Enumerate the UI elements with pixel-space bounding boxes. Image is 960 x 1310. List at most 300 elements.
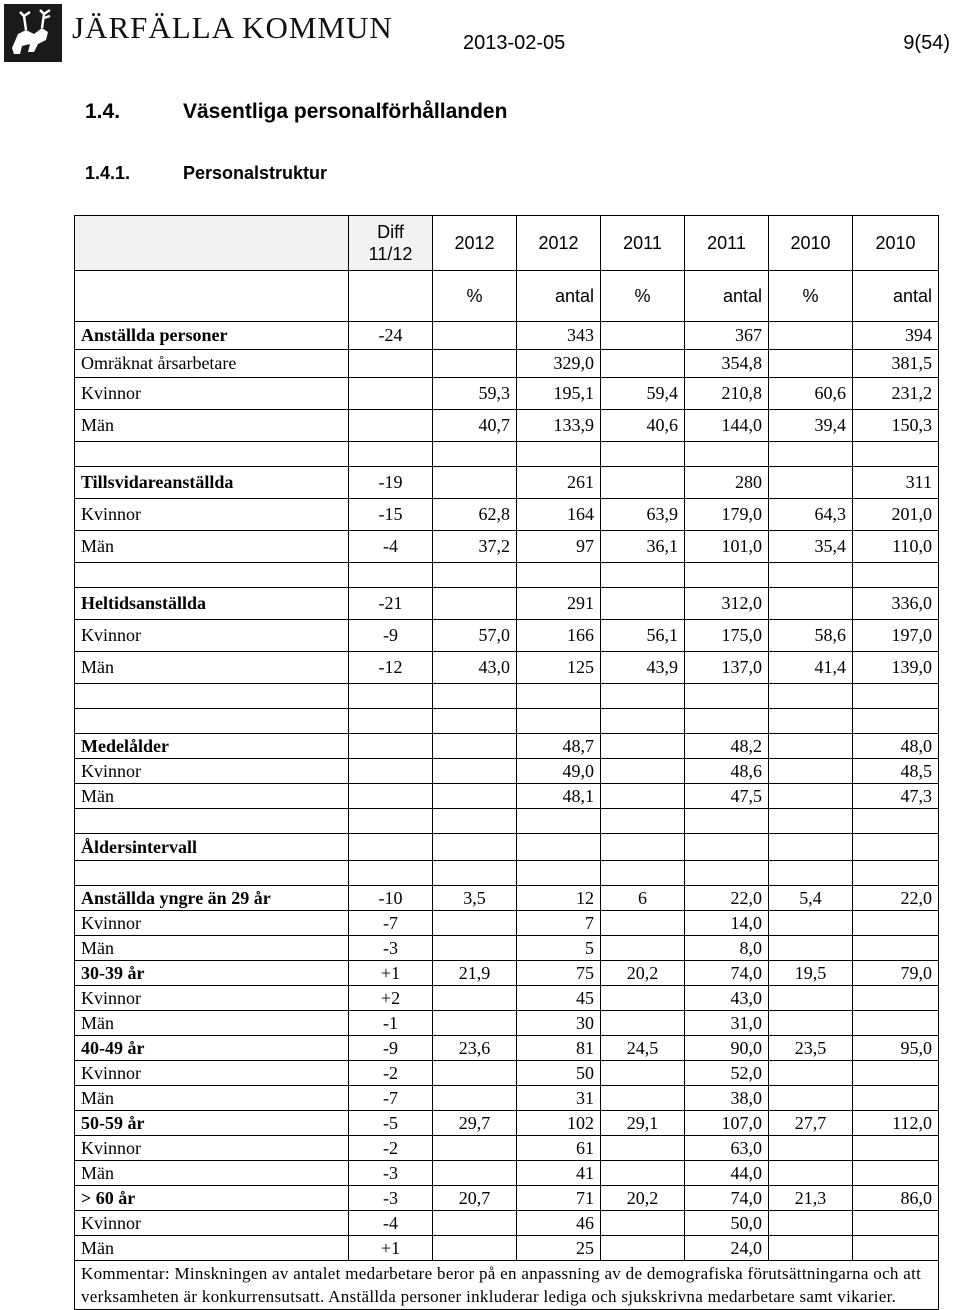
data-cell: 41,4 — [769, 652, 853, 684]
data-cell: 107,0 — [685, 1111, 769, 1136]
data-cell: 86,0 — [853, 1186, 939, 1211]
table-row — [75, 1011, 939, 1036]
table-row — [75, 322, 939, 350]
data-cell — [433, 1161, 517, 1186]
table-row — [75, 350, 939, 378]
table-comment: Kommentar: Minskningen av antalet medarbetare beror på en anpassning av de demografiska förutsättningarna och att verksamheten är konkurrensutsatt. Anställda personer inkluderar lediga och sjukskrivna medarbetare samt vikarier. — [75, 1261, 939, 1310]
data-cell — [433, 936, 517, 961]
data-cell — [601, 759, 685, 784]
header-row-years — [75, 216, 939, 271]
table-row — [75, 1211, 939, 1236]
empty-cell — [517, 442, 601, 467]
data-cell — [349, 834, 433, 861]
empty-cell — [75, 684, 349, 709]
data-cell — [349, 350, 433, 378]
data-cell: 231,2 — [853, 378, 939, 410]
data-cell: 63,0 — [685, 1136, 769, 1161]
section-heading — [85, 100, 507, 124]
data-cell: 22,0 — [853, 886, 939, 911]
data-cell — [769, 936, 853, 961]
data-cell — [433, 322, 517, 350]
table-row — [75, 1136, 939, 1161]
table-row — [75, 1161, 939, 1186]
empty-cell — [769, 563, 853, 588]
empty-cell — [769, 709, 853, 734]
row-label: Män — [75, 410, 349, 442]
header-unit: % — [769, 271, 853, 322]
spacer-row — [75, 563, 939, 588]
data-cell: 125 — [517, 652, 601, 684]
data-cell: 50 — [517, 1061, 601, 1086]
row-label: Kvinnor — [75, 911, 349, 936]
data-cell: 5 — [517, 936, 601, 961]
data-cell: 175,0 — [685, 620, 769, 652]
data-cell — [601, 1086, 685, 1111]
data-cell — [769, 784, 853, 809]
data-cell — [769, 911, 853, 936]
empty-cell — [685, 563, 769, 588]
row-label: 40-49 år — [75, 1036, 349, 1061]
data-cell — [349, 378, 433, 410]
data-cell: 97 — [517, 531, 601, 563]
header-year: 2010 — [853, 216, 939, 271]
data-cell — [853, 936, 939, 961]
data-cell: 63,9 — [601, 499, 685, 531]
data-cell — [601, 911, 685, 936]
data-cell — [601, 350, 685, 378]
data-cell: 101,0 — [685, 531, 769, 563]
header-corner-cell — [75, 216, 349, 271]
data-cell: 12 — [517, 886, 601, 911]
row-label: Kvinnor — [75, 499, 349, 531]
empty-cell — [853, 709, 939, 734]
empty-cell — [601, 442, 685, 467]
data-cell: 210,8 — [685, 378, 769, 410]
empty-cell — [433, 809, 517, 834]
data-cell: 312,0 — [685, 588, 769, 620]
empty-cell — [853, 442, 939, 467]
data-cell: -7 — [349, 911, 433, 936]
row-label: Kvinnor — [75, 1061, 349, 1086]
data-cell — [601, 936, 685, 961]
data-cell — [433, 588, 517, 620]
data-cell: 60,6 — [769, 378, 853, 410]
data-cell: 179,0 — [685, 499, 769, 531]
header-year: 2011 — [685, 216, 769, 271]
data-cell — [601, 1236, 685, 1261]
data-cell: 36,1 — [601, 531, 685, 563]
empty-cell — [517, 709, 601, 734]
data-cell — [769, 986, 853, 1011]
data-cell: -12 — [349, 652, 433, 684]
data-cell: -19 — [349, 467, 433, 499]
header-unit: antal — [685, 271, 769, 322]
empty-cell — [769, 442, 853, 467]
data-cell: 41 — [517, 1161, 601, 1186]
row-label: Män — [75, 1236, 349, 1261]
empty-cell — [769, 861, 853, 886]
data-cell — [769, 467, 853, 499]
header-year: 2012 — [433, 216, 517, 271]
data-cell: -9 — [349, 620, 433, 652]
data-cell: 164 — [517, 499, 601, 531]
data-cell: 20,2 — [601, 1186, 685, 1211]
data-cell: 166 — [517, 620, 601, 652]
data-cell — [853, 834, 939, 861]
table-row — [75, 986, 939, 1011]
table-row — [75, 652, 939, 684]
data-cell: 20,2 — [601, 961, 685, 986]
data-cell: 48,5 — [853, 759, 939, 784]
data-cell — [853, 1011, 939, 1036]
data-cell: 329,0 — [517, 350, 601, 378]
row-label: Heltidsanställda — [75, 588, 349, 620]
data-cell — [853, 1211, 939, 1236]
document-date: 2013-02-05 — [463, 32, 566, 54]
data-cell — [433, 734, 517, 759]
empty-cell — [75, 709, 349, 734]
header-year: 2012 — [517, 216, 601, 271]
row-label: Kvinnor — [75, 620, 349, 652]
data-cell: -2 — [349, 1061, 433, 1086]
data-cell — [769, 588, 853, 620]
data-cell: -4 — [349, 1211, 433, 1236]
empty-cell — [75, 442, 349, 467]
table-row — [75, 467, 939, 499]
page-number: 9(54) — [903, 32, 950, 54]
data-cell: -3 — [349, 1161, 433, 1186]
data-cell: 64,3 — [769, 499, 853, 531]
data-cell: 21,3 — [769, 1186, 853, 1211]
data-cell: -1 — [349, 1011, 433, 1036]
data-cell — [433, 986, 517, 1011]
data-cell — [853, 1236, 939, 1261]
data-cell: 201,0 — [853, 499, 939, 531]
empty-cell — [685, 861, 769, 886]
data-cell: 195,1 — [517, 378, 601, 410]
data-cell: 21,9 — [433, 961, 517, 986]
data-cell — [769, 834, 853, 861]
data-cell: 49,0 — [517, 759, 601, 784]
page-header — [0, 0, 960, 70]
data-cell — [853, 1061, 939, 1086]
row-label: 50-59 år — [75, 1111, 349, 1136]
data-cell — [853, 1086, 939, 1111]
data-cell — [769, 1236, 853, 1261]
empty-cell — [769, 684, 853, 709]
data-cell: 30 — [517, 1011, 601, 1036]
table-row — [75, 936, 939, 961]
table-row — [75, 784, 939, 809]
data-cell — [601, 467, 685, 499]
data-cell — [601, 1161, 685, 1186]
header-unit: % — [601, 271, 685, 322]
empty-cell — [685, 809, 769, 834]
data-cell: 56,1 — [601, 620, 685, 652]
data-cell: -24 — [349, 322, 433, 350]
row-label: Anställda yngre än 29 år — [75, 886, 349, 911]
data-cell: -3 — [349, 936, 433, 961]
data-cell: 37,2 — [433, 531, 517, 563]
data-cell — [769, 1011, 853, 1036]
data-cell: +1 — [349, 1236, 433, 1261]
data-cell: 20,7 — [433, 1186, 517, 1211]
data-cell: 29,7 — [433, 1111, 517, 1136]
data-cell: 48,1 — [517, 784, 601, 809]
data-cell — [601, 784, 685, 809]
spacer-row — [75, 861, 939, 886]
data-cell: 280 — [685, 467, 769, 499]
empty-cell — [601, 809, 685, 834]
row-label: Kvinnor — [75, 378, 349, 410]
jarfalla-coat-of-arms-icon — [4, 4, 62, 62]
data-cell: 197,0 — [853, 620, 939, 652]
data-cell: 110,0 — [853, 531, 939, 563]
data-cell: 5,4 — [769, 886, 853, 911]
data-cell — [601, 1136, 685, 1161]
data-cell: 14,0 — [685, 911, 769, 936]
empty-cell — [433, 563, 517, 588]
data-cell: 43,0 — [433, 652, 517, 684]
data-cell — [769, 350, 853, 378]
empty-cell — [853, 684, 939, 709]
data-cell — [433, 350, 517, 378]
data-cell: 61 — [517, 1136, 601, 1161]
data-cell: 7 — [517, 911, 601, 936]
data-cell — [433, 1061, 517, 1086]
section-title: Väsentliga personalförhållanden — [183, 100, 508, 123]
data-cell — [769, 322, 853, 350]
data-cell — [769, 1086, 853, 1111]
data-cell — [853, 986, 939, 1011]
empty-cell — [75, 861, 349, 886]
data-cell — [601, 734, 685, 759]
empty-cell — [685, 684, 769, 709]
section-number: 1.4. — [85, 100, 121, 123]
data-cell: -4 — [349, 531, 433, 563]
data-cell: 46 — [517, 1211, 601, 1236]
row-label: Kvinnor — [75, 986, 349, 1011]
data-cell: 40,7 — [433, 410, 517, 442]
data-cell: 48,6 — [685, 759, 769, 784]
data-cell: 48,0 — [853, 734, 939, 759]
table-row — [75, 620, 939, 652]
empty-cell — [349, 709, 433, 734]
data-cell: 50,0 — [685, 1211, 769, 1236]
data-cell — [433, 1136, 517, 1161]
data-cell — [433, 759, 517, 784]
data-cell — [433, 1236, 517, 1261]
data-cell: 139,0 — [853, 652, 939, 684]
data-cell: 29,1 — [601, 1111, 685, 1136]
empty-cell — [517, 861, 601, 886]
data-cell: 48,7 — [517, 734, 601, 759]
row-label: Män — [75, 652, 349, 684]
data-cell — [349, 410, 433, 442]
data-cell: 52,0 — [685, 1061, 769, 1086]
row-label: Män — [75, 1011, 349, 1036]
data-cell: 133,9 — [517, 410, 601, 442]
row-label: Tillsvidareanställda — [75, 467, 349, 499]
row-label: Omräknat årsarbetare — [75, 350, 349, 378]
data-cell: 27,7 — [769, 1111, 853, 1136]
table-row — [75, 834, 939, 861]
table-row — [75, 410, 939, 442]
row-label: Kvinnor — [75, 759, 349, 784]
data-cell: 74,0 — [685, 1186, 769, 1211]
data-cell: +2 — [349, 986, 433, 1011]
data-cell — [601, 834, 685, 861]
data-cell — [853, 1161, 939, 1186]
data-cell — [769, 734, 853, 759]
data-cell: 57,0 — [433, 620, 517, 652]
data-cell: 311 — [853, 467, 939, 499]
empty-cell — [601, 709, 685, 734]
data-cell — [769, 1136, 853, 1161]
data-cell: 71 — [517, 1186, 601, 1211]
table-row — [75, 499, 939, 531]
empty-cell — [349, 684, 433, 709]
data-cell — [769, 1061, 853, 1086]
data-cell: 336,0 — [853, 588, 939, 620]
data-cell: 58,6 — [769, 620, 853, 652]
data-cell: 62,8 — [433, 499, 517, 531]
row-label: Anställda personer — [75, 322, 349, 350]
table-row — [75, 1111, 939, 1136]
spacer-row — [75, 809, 939, 834]
empty-cell — [601, 684, 685, 709]
data-cell — [769, 1161, 853, 1186]
data-cell: 35,4 — [769, 531, 853, 563]
empty-cell — [517, 809, 601, 834]
row-label: 30-39 år — [75, 961, 349, 986]
data-cell: -10 — [349, 886, 433, 911]
data-cell: 43,9 — [601, 652, 685, 684]
data-cell: +1 — [349, 961, 433, 986]
data-cell: 40,6 — [601, 410, 685, 442]
empty-cell — [349, 861, 433, 886]
data-cell — [601, 1211, 685, 1236]
data-cell: 45 — [517, 986, 601, 1011]
data-cell: 22,0 — [685, 886, 769, 911]
data-cell — [349, 759, 433, 784]
empty-cell — [853, 563, 939, 588]
header-year: 2011 — [601, 216, 685, 271]
data-cell — [853, 911, 939, 936]
data-cell — [433, 467, 517, 499]
data-cell: 23,5 — [769, 1036, 853, 1061]
data-cell: 44,0 — [685, 1161, 769, 1186]
data-cell: 24,5 — [601, 1036, 685, 1061]
data-cell: 102 — [517, 1111, 601, 1136]
data-cell — [349, 734, 433, 759]
table-row — [75, 886, 939, 911]
empty-cell — [853, 809, 939, 834]
data-cell — [601, 322, 685, 350]
empty-cell — [75, 563, 349, 588]
data-cell — [769, 1211, 853, 1236]
data-cell: 90,0 — [685, 1036, 769, 1061]
data-cell: 48,2 — [685, 734, 769, 759]
data-cell — [601, 1011, 685, 1036]
empty-cell — [433, 442, 517, 467]
data-cell: 261 — [517, 467, 601, 499]
empty-cell — [433, 861, 517, 886]
data-cell — [601, 588, 685, 620]
empty-cell — [601, 861, 685, 886]
data-cell: 137,0 — [685, 652, 769, 684]
header-unit: antal — [853, 271, 939, 322]
table-row — [75, 378, 939, 410]
empty-cell — [75, 271, 349, 322]
data-cell: -9 — [349, 1036, 433, 1061]
empty-cell — [349, 563, 433, 588]
data-cell — [433, 911, 517, 936]
data-cell: 144,0 — [685, 410, 769, 442]
table-row — [75, 734, 939, 759]
header-unit: antal — [517, 271, 601, 322]
data-cell — [433, 834, 517, 861]
data-cell: 38,0 — [685, 1086, 769, 1111]
data-cell: 31,0 — [685, 1011, 769, 1036]
table-row — [75, 759, 939, 784]
empty-cell — [685, 709, 769, 734]
data-cell: 112,0 — [853, 1111, 939, 1136]
data-cell: 150,3 — [853, 410, 939, 442]
empty-cell — [349, 271, 433, 322]
row-label: Kvinnor — [75, 1136, 349, 1161]
table-row — [75, 1086, 939, 1111]
data-cell: 381,5 — [853, 350, 939, 378]
data-cell: 8,0 — [685, 936, 769, 961]
empty-cell — [433, 684, 517, 709]
data-cell: -5 — [349, 1111, 433, 1136]
data-cell: 59,4 — [601, 378, 685, 410]
row-label: Män — [75, 1161, 349, 1186]
data-cell: 95,0 — [853, 1036, 939, 1061]
data-cell: 47,3 — [853, 784, 939, 809]
data-cell: 343 — [517, 322, 601, 350]
data-cell: 6 — [601, 886, 685, 911]
data-cell — [349, 784, 433, 809]
comment-row — [75, 1261, 939, 1310]
data-cell: 354,8 — [685, 350, 769, 378]
empty-cell — [349, 442, 433, 467]
data-cell: 59,3 — [433, 378, 517, 410]
header-year: 2010 — [769, 216, 853, 271]
table-row — [75, 1061, 939, 1086]
data-cell: 75 — [517, 961, 601, 986]
data-cell: 19,5 — [769, 961, 853, 986]
row-label: > 60 år — [75, 1186, 349, 1211]
data-cell: 25 — [517, 1236, 601, 1261]
data-cell: 23,6 — [433, 1036, 517, 1061]
spacer-row — [75, 442, 939, 467]
subsection-number: 1.4.1. — [85, 163, 131, 183]
empty-cell — [75, 809, 349, 834]
data-cell — [517, 834, 601, 861]
empty-cell — [853, 861, 939, 886]
table-row — [75, 1186, 939, 1211]
header-row-units — [75, 271, 939, 322]
empty-cell — [517, 563, 601, 588]
data-cell: -21 — [349, 588, 433, 620]
empty-cell — [601, 563, 685, 588]
empty-cell — [517, 684, 601, 709]
spacer-row — [75, 709, 939, 734]
empty-cell — [433, 709, 517, 734]
header-diff: Diff 11/12 — [349, 216, 433, 271]
